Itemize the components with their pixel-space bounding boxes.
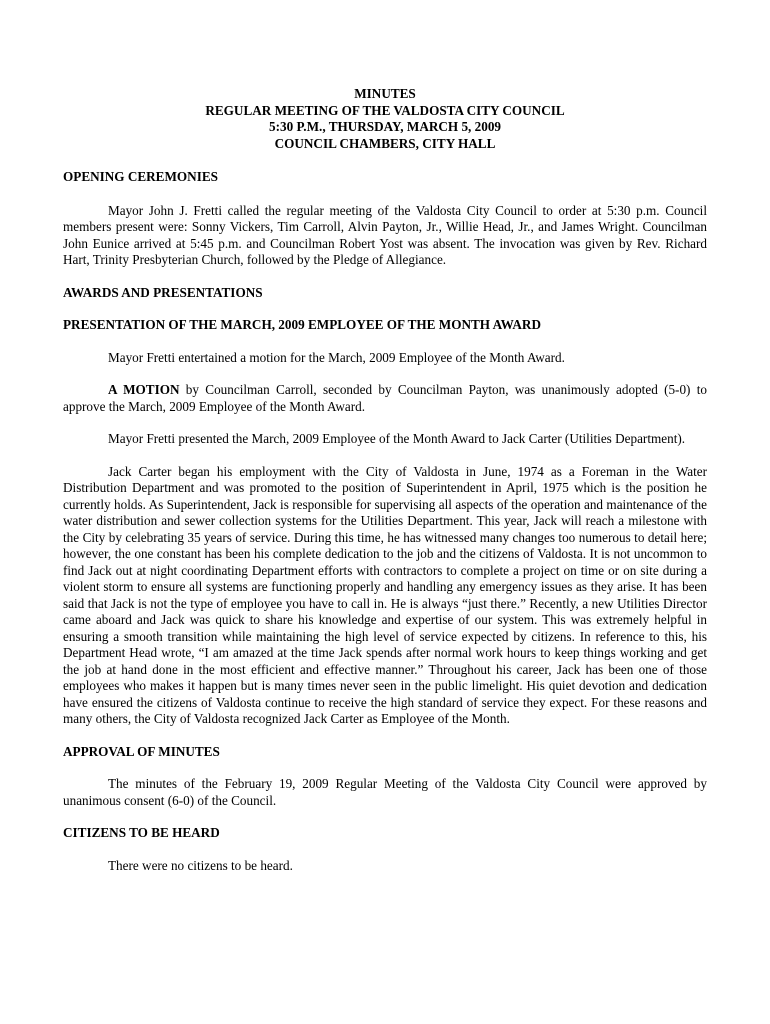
heading-opening-ceremonies: OPENING CEREMONIES: [63, 169, 218, 184]
header-meeting: REGULAR MEETING OF THE VALDOSTA CITY COUNCIL: [205, 102, 565, 118]
paragraph-minutes-approved: The minutes of the February 19, 2009 Regular Meeting of the Valdosta City Council were approved by unanimous consent (6-0) of the Council.: [63, 776, 707, 808]
paragraph-award-presented: Mayor Fretti presented the March, 2009 Employee of the Month Award to Jack Carter (Utilities Department).: [108, 431, 686, 446]
motion-text: by Councilman Carroll, seconded by Councilman Payton, was unanimously adopted (5-0) to approve the March, 2009 Employee of the Month Award.: [63, 382, 707, 414]
header-datetime: 5:30 P.M., THURSDAY, MARCH 5, 2009: [268, 119, 502, 134]
paragraph-motion-entertained: Mayor Fretti entertained a motion for the March, 2009 Employee of the Month Award.: [108, 349, 565, 365]
heading-citizens-to-be-heard: CITIZENS TO BE HEARD: [63, 825, 220, 840]
paragraph-jack-carter-bio: Jack Carter began his employment with the City of Valdosta in June, 1974 as a Foreman in the Water Distribution Department and was promoted to the position of Superintendent in April, 1975 which is the position he currently holds. As Superintendent, Jack is responsible for supervising all aspects of the operation and maintenance of the water distribution and sewer collection systems for the Utilities Department. This year, Jack will reach a milestone with the City by celebrating 35 years of service. During this time, he has witnessed many changes too numerous to detail here; however, the one constant has been his complete dedication to the job and the citizens of Valdosta. It is not uncommon to find Jack out at night coordinating Department efforts with contractors to complete a project on time or on site during a violent storm to ensure all systems are functioning properly and handling any emergency issues as they arise. It has been said that Jack is not the type of employee you have to call in. He is always “just there.” Recently, a new Utilities Director came aboard and Jack was quick to share his knowledge and expertise of our system. This was extremely helpful in ensuring a smooth transition while maintaining the high level of service expected by citizens. In reference to this, his Department Head wrote, “I am amazed at the time Jack spends after normal work hours to keep things working and get the job at hand done in the most efficient and effective manner.” Throughout his career, Jack has been one of those employees who makes it happen but is many times never seen in the public limelight. His quiet devotion and dedication have ensured the citizens of Valdosta continue to receive the high standard of service they expect. For these reasons and many others, the City of Valdosta recognized Jack Carter as Employee of the Month.: [63, 463, 707, 726]
heading-awards-presentations: AWARDS AND PRESENTATIONS: [63, 284, 263, 300]
heading-approval-of-minutes: APPROVAL OF MINUTES: [63, 743, 220, 759]
paragraph-opening: Mayor John J. Fretti called the regular meeting of the Valdosta City Council to order at 5:30 p.m. Council members present were: Sonny Vickers, Tim Carroll, Alvin Payton, Jr., Willie Head, Jr., and James Wright. Councilman John Eunice arrived at 5:45 p.m. and Councilman Robert Yost was absent. The invocation was given by Rev. Richard Hart, Trinity Presbyterian Church, followed by the Pledge of Allegiance.: [63, 202, 707, 267]
header-title: MINUTES: [354, 86, 416, 101]
motion-label: A MOTION: [108, 382, 180, 397]
heading-employee-of-month: PRESENTATION OF THE MARCH, 2009 EMPLOYEE OF THE MONTH AWARD: [63, 317, 541, 332]
header-location: COUNCIL CHAMBERS, CITY HALL: [274, 135, 496, 151]
document-header: [63, 86, 707, 152]
paragraph-no-citizens: There were no citizens to be heard.: [108, 857, 293, 873]
paragraph-motion-adopted: [63, 382, 707, 415]
